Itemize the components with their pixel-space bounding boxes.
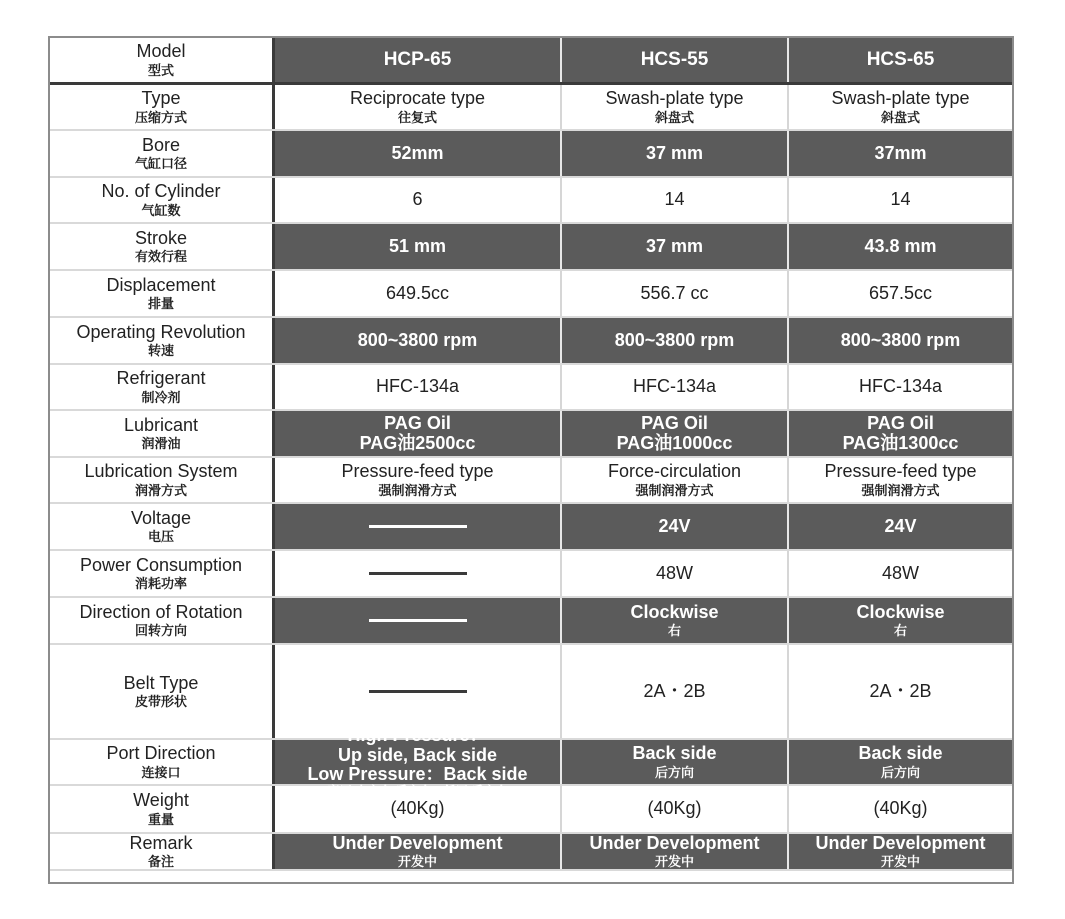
row-label-zh: 润滑方式 <box>134 482 187 498</box>
value-line: 649.5cc <box>385 282 450 303</box>
value-cell <box>275 271 560 316</box>
spec-table <box>48 36 1014 884</box>
value-line: PAG油1000cc <box>616 432 733 453</box>
value-cell <box>560 178 787 222</box>
value-line: Pressure-feed type <box>341 461 494 482</box>
row-label-cell <box>50 85 275 129</box>
value-cell <box>275 834 560 869</box>
row-label-cell <box>50 411 275 456</box>
row-label-zh: 气缸口径 <box>134 156 187 172</box>
spec-row <box>50 786 1012 834</box>
value-line: Clockwise <box>630 601 719 622</box>
header-label-zh: 型式 <box>147 62 174 78</box>
row-label-zh: 气缸数 <box>141 202 181 218</box>
row-label-cell <box>50 131 275 176</box>
value-line: Swash-plate type <box>831 88 970 109</box>
value-line: 37 mm <box>645 235 704 256</box>
not-applicable-dash <box>369 572 467 575</box>
value-line: 右 <box>667 623 681 639</box>
row-label-cell <box>50 551 275 596</box>
value-cell <box>787 271 1012 316</box>
row-label-en: Remark <box>129 833 193 853</box>
value-cell <box>560 834 787 869</box>
spec-row <box>50 318 1012 365</box>
value-line: HFC-134a <box>858 376 943 397</box>
row-label-zh: 电压 <box>147 529 174 545</box>
value-line: 24V <box>658 515 691 536</box>
value-cell <box>787 365 1012 409</box>
value-cell <box>275 551 560 596</box>
value-cell <box>787 598 1012 643</box>
row-label-en: Operating Revolution <box>76 321 246 342</box>
value-cell <box>560 131 787 176</box>
row-label-zh: 压缩方式 <box>134 109 187 125</box>
value-cell <box>275 645 560 738</box>
row-label-cell <box>50 786 275 832</box>
value-line: 48W <box>881 562 919 583</box>
value-line: 后方向 <box>654 764 694 780</box>
not-applicable-dash <box>369 525 467 528</box>
spec-row <box>50 365 1012 411</box>
value-line: 开发中 <box>880 854 920 870</box>
value-cell <box>560 271 787 316</box>
value-line: High Pressure： <box>347 725 488 746</box>
value-line: 2A・2B <box>869 680 932 701</box>
value-line: Clockwise <box>856 601 945 622</box>
value-cell <box>275 786 560 832</box>
spec-row <box>50 598 1012 645</box>
value-line: 43.8 mm <box>864 235 937 256</box>
value-cell <box>787 318 1012 363</box>
value-line: 14 <box>664 189 685 210</box>
value-line: PAG Oil <box>384 413 451 434</box>
row-label-zh: 转速 <box>147 343 174 359</box>
value-line: HFC-134a <box>632 376 717 397</box>
row-label-en: Power Consumption <box>79 554 243 575</box>
row-label-zh: 回转方向 <box>134 623 187 639</box>
spec-row <box>50 178 1012 224</box>
value-line: (40Kg) <box>647 798 702 819</box>
value-cell <box>560 458 787 502</box>
value-cell <box>275 458 560 502</box>
value-line: 51 mm <box>388 235 447 256</box>
value-line: 开发中 <box>654 854 694 870</box>
row-label-zh: 有效行程 <box>134 249 187 265</box>
value-cell <box>560 411 787 456</box>
row-label-en: Direction of Rotation <box>79 601 243 622</box>
row-label-en: Belt Type <box>123 672 199 693</box>
model-header-cell <box>787 38 1012 82</box>
spec-row <box>50 458 1012 504</box>
row-label-zh: 重量 <box>147 811 174 827</box>
spec-row <box>50 224 1012 271</box>
value-cell <box>275 131 560 176</box>
value-cell <box>787 458 1012 502</box>
row-label-zh: 消耗功率 <box>134 576 187 592</box>
value-line: 斜盘式 <box>654 109 694 125</box>
value-cell <box>560 224 787 269</box>
spec-row <box>50 411 1012 458</box>
row-label-cell <box>50 645 275 738</box>
value-cell <box>787 131 1012 176</box>
value-cell <box>275 318 560 363</box>
model-name: HCS-65 <box>866 48 935 70</box>
row-label-en: Type <box>141 88 181 109</box>
not-applicable-dash <box>369 619 467 622</box>
value-line: 556.7 cc <box>640 282 709 303</box>
value-line: Low Pressure：Back side <box>307 764 528 785</box>
value-line: 800~3800 rpm <box>840 329 961 350</box>
row-label-cell <box>50 458 275 502</box>
row-label-cell <box>50 178 275 222</box>
value-cell <box>787 85 1012 129</box>
value-line: PAG Oil <box>641 413 708 434</box>
value-cell <box>560 85 787 129</box>
value-cell <box>787 411 1012 456</box>
value-cell <box>560 365 787 409</box>
value-line: Under Development <box>332 833 503 853</box>
row-label-en: Stroke <box>134 227 188 248</box>
spec-row <box>50 131 1012 178</box>
value-cell <box>275 598 560 643</box>
value-cell <box>560 645 787 738</box>
value-cell <box>787 551 1012 596</box>
row-label-cell <box>50 271 275 316</box>
row-label-cell <box>50 504 275 549</box>
header-label-cell <box>50 38 275 82</box>
row-label-en: Voltage <box>130 507 192 528</box>
row-label-zh: 润滑油 <box>141 436 181 452</box>
value-line: 37 mm <box>645 142 704 163</box>
model-header-cell <box>560 38 787 82</box>
value-cell <box>275 725 560 785</box>
not-applicable-dash <box>369 690 467 693</box>
value-line: 24V <box>884 515 917 536</box>
value-cell <box>560 504 787 549</box>
spec-row <box>50 645 1012 740</box>
value-line: Back side <box>858 743 943 764</box>
value-cell <box>275 85 560 129</box>
value-cell <box>275 178 560 222</box>
row-label-cell <box>50 318 275 363</box>
value-line: 6 <box>412 189 423 210</box>
value-line: (40Kg) <box>390 798 445 819</box>
row-label-cell <box>50 834 275 869</box>
row-label-zh: 制冷剂 <box>141 389 181 405</box>
value-line: 斜盘式 <box>880 109 920 125</box>
row-label-cell <box>50 224 275 269</box>
spec-row <box>50 725 1012 786</box>
spec-row <box>50 551 1012 598</box>
value-cell <box>275 504 560 549</box>
value-cell <box>560 551 787 596</box>
spec-row <box>50 504 1012 551</box>
value-line: 强制润滑方式 <box>861 482 940 498</box>
value-cell <box>787 834 1012 869</box>
spec-row <box>50 834 1012 871</box>
value-line: (40Kg) <box>873 798 928 819</box>
value-line: 48W <box>655 562 693 583</box>
value-line: 800~3800 rpm <box>614 329 735 350</box>
header-label-en: Model <box>136 41 186 62</box>
value-line: 往复式 <box>397 109 437 125</box>
value-cell <box>560 318 787 363</box>
value-line: 14 <box>890 189 911 210</box>
value-cell <box>787 224 1012 269</box>
value-cell <box>275 411 560 456</box>
value-cell <box>560 740 787 784</box>
value-cell <box>787 786 1012 832</box>
value-line: 强制润滑方式 <box>378 482 457 498</box>
value-cell <box>560 598 787 643</box>
model-name: HCP-65 <box>383 48 452 70</box>
row-label-en: Bore <box>141 134 181 155</box>
value-line: 52mm <box>391 142 444 163</box>
value-cell <box>787 504 1012 549</box>
value-line: Up side, Back side <box>337 744 498 765</box>
value-cell <box>787 740 1012 784</box>
value-cell <box>787 645 1012 738</box>
row-label-cell <box>50 740 275 784</box>
row-label-zh: 备注 <box>147 854 174 870</box>
row-label-cell <box>50 365 275 409</box>
value-cell <box>560 786 787 832</box>
spec-row <box>50 85 1012 131</box>
table-header-row <box>50 38 1012 85</box>
value-line: Back side <box>632 743 717 764</box>
model-name: HCS-55 <box>640 48 709 70</box>
value-cell <box>787 178 1012 222</box>
row-label-zh: 连接口 <box>141 764 181 780</box>
spec-row <box>50 271 1012 318</box>
row-label-zh: 皮带形状 <box>134 694 187 710</box>
value-line: Pressure-feed type <box>824 461 977 482</box>
row-label-en: Port Direction <box>106 743 216 764</box>
value-line: HFC-134a <box>375 376 460 397</box>
row-label-en: Lubrication System <box>84 461 238 482</box>
value-line: 2A・2B <box>643 680 706 701</box>
value-line: PAG油2500cc <box>359 432 476 453</box>
value-line: Swash-plate type <box>605 88 744 109</box>
value-line: 强制润滑方式 <box>635 482 714 498</box>
value-line: Force-circulation <box>607 461 742 482</box>
value-cell <box>275 365 560 409</box>
value-line: 657.5cc <box>868 282 933 303</box>
value-line: Under Development <box>815 833 986 853</box>
value-line: PAG油1300cc <box>842 432 959 453</box>
model-header-cell <box>275 38 560 82</box>
value-line: PAG Oil <box>867 413 934 434</box>
value-cell <box>275 224 560 269</box>
value-line: 37mm <box>874 142 927 163</box>
value-line: Under Development <box>589 833 760 853</box>
row-label-en: Refrigerant <box>116 368 206 389</box>
value-line: Reciprocate type <box>349 88 486 109</box>
row-label-en: Displacement <box>106 274 216 295</box>
value-line: 右 <box>893 623 907 639</box>
row-label-en: Weight <box>133 790 189 811</box>
row-label-en: No. of Cylinder <box>101 181 221 202</box>
row-label-zh: 排量 <box>147 296 174 312</box>
row-label-cell <box>50 598 275 643</box>
value-line: 800~3800 rpm <box>357 329 478 350</box>
value-line: 后方向 <box>880 764 920 780</box>
value-line: 开发中 <box>397 854 437 870</box>
row-label-en: Lubricant <box>123 414 199 435</box>
